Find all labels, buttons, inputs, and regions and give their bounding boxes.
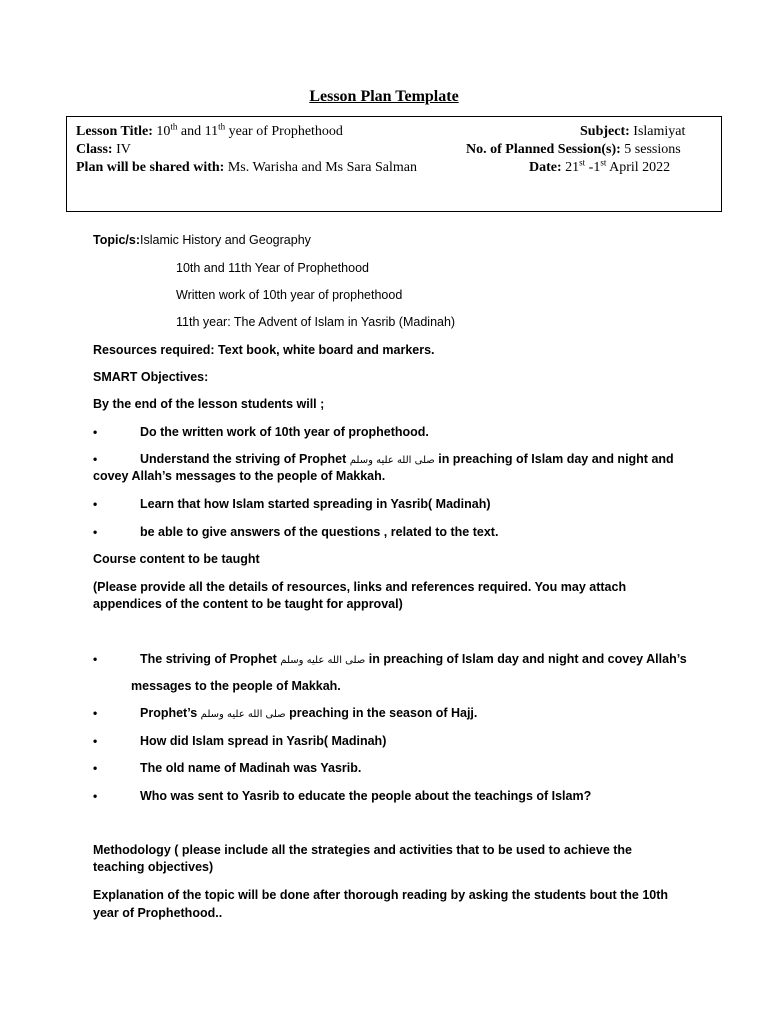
salutation-text: صلى الله عليه وسلم bbox=[280, 655, 366, 666]
objective-item: be able to give answers of the questions , related to the text. bbox=[140, 525, 499, 539]
methodology-heading: Methodology ( please include all the strategies and activities that to be used to achieve the bbox=[93, 843, 633, 857]
topics-line: Topic/s:Islamic History and Geography bbox=[93, 233, 311, 247]
objective-item-continued: covey Allah’s messages to the people of Makkah. bbox=[93, 469, 386, 483]
salutation-text: صلى الله عليه وسلم bbox=[200, 709, 286, 720]
content-item: The old name of Madinah was Yasrib. bbox=[140, 761, 362, 775]
explanation-text: Explanation of the topic will be done after thorough reading by asking the students bout the 10th bbox=[93, 888, 669, 902]
content-item: The striving of Prophet صلى الله عليه وسلم in preaching of Islam day and night and covey Allah’s bbox=[140, 652, 687, 666]
bullet-icon: • bbox=[93, 761, 98, 775]
objective-item: Learn that how Islam started spreading in Yasrib( Madinah) bbox=[140, 497, 491, 511]
bullet-icon: • bbox=[93, 652, 98, 666]
content-item: Prophet’s صلى الله عليه وسلم preaching in the season of Hajj. bbox=[140, 706, 478, 720]
bullet-icon: • bbox=[93, 789, 98, 803]
bullet-icon: • bbox=[93, 734, 98, 748]
bullet-icon: • bbox=[93, 497, 98, 511]
course-content-note: appendices of the content to be taught for approval) bbox=[93, 597, 403, 611]
topic-item: 10th and 11th Year of Prophethood bbox=[176, 261, 369, 275]
course-content-heading: Course content to be taught bbox=[93, 552, 260, 566]
bullet-icon: • bbox=[93, 525, 98, 539]
course-content-note: (Please provide all the details of resources, links and references required. You may attach bbox=[93, 580, 627, 594]
objective-item: Do the written work of 10th year of prophethood. bbox=[140, 425, 429, 439]
smart-objectives-heading: SMART Objectives: bbox=[93, 370, 209, 384]
lesson-title-field: Lesson Title: 10th and 11th year of Prophethood bbox=[76, 121, 343, 139]
shared-with-field: Plan will be shared with: Ms. Warisha and Ms Sara Salman bbox=[76, 160, 417, 175]
methodology-heading-continued: teaching objectives) bbox=[93, 860, 214, 874]
subject-field: Subject: Islamiyat bbox=[580, 124, 686, 139]
explanation-text-continued: year of Prophethood.. bbox=[93, 906, 223, 920]
objectives-intro: By the end of the lesson students will ; bbox=[93, 397, 325, 411]
content-item: How did Islam spread in Yasrib( Madinah) bbox=[140, 734, 387, 748]
content-item: Who was sent to Yasrib to educate the people about the teachings of Islam? bbox=[140, 789, 592, 803]
document-title: Lesson Plan Template bbox=[309, 88, 459, 105]
date-field: Date: 21st -1st April 2022 bbox=[529, 157, 671, 175]
salutation-text: صلى الله عليه وسلم bbox=[349, 455, 435, 466]
topic-item: 11th year: The Advent of Islam in Yasrib (Madinah) bbox=[176, 315, 456, 329]
bullet-icon: • bbox=[93, 706, 98, 720]
objective-item: Understand the striving of Prophet صلى الله عليه وسلم in preaching of Islam day and night and bbox=[140, 452, 674, 466]
class-field: Class: IV bbox=[76, 142, 131, 157]
resources-line: Resources required: Text book, white board and markers. bbox=[93, 343, 435, 357]
topic-item: Written work of 10th year of prophethood bbox=[176, 288, 403, 302]
bullet-icon: • bbox=[93, 425, 98, 439]
bullet-icon: • bbox=[93, 452, 98, 466]
content-item-continued: messages to the people of Makkah. bbox=[131, 679, 341, 693]
planned-sessions-field: No. of Planned Session(s): 5 sessions bbox=[466, 142, 681, 157]
